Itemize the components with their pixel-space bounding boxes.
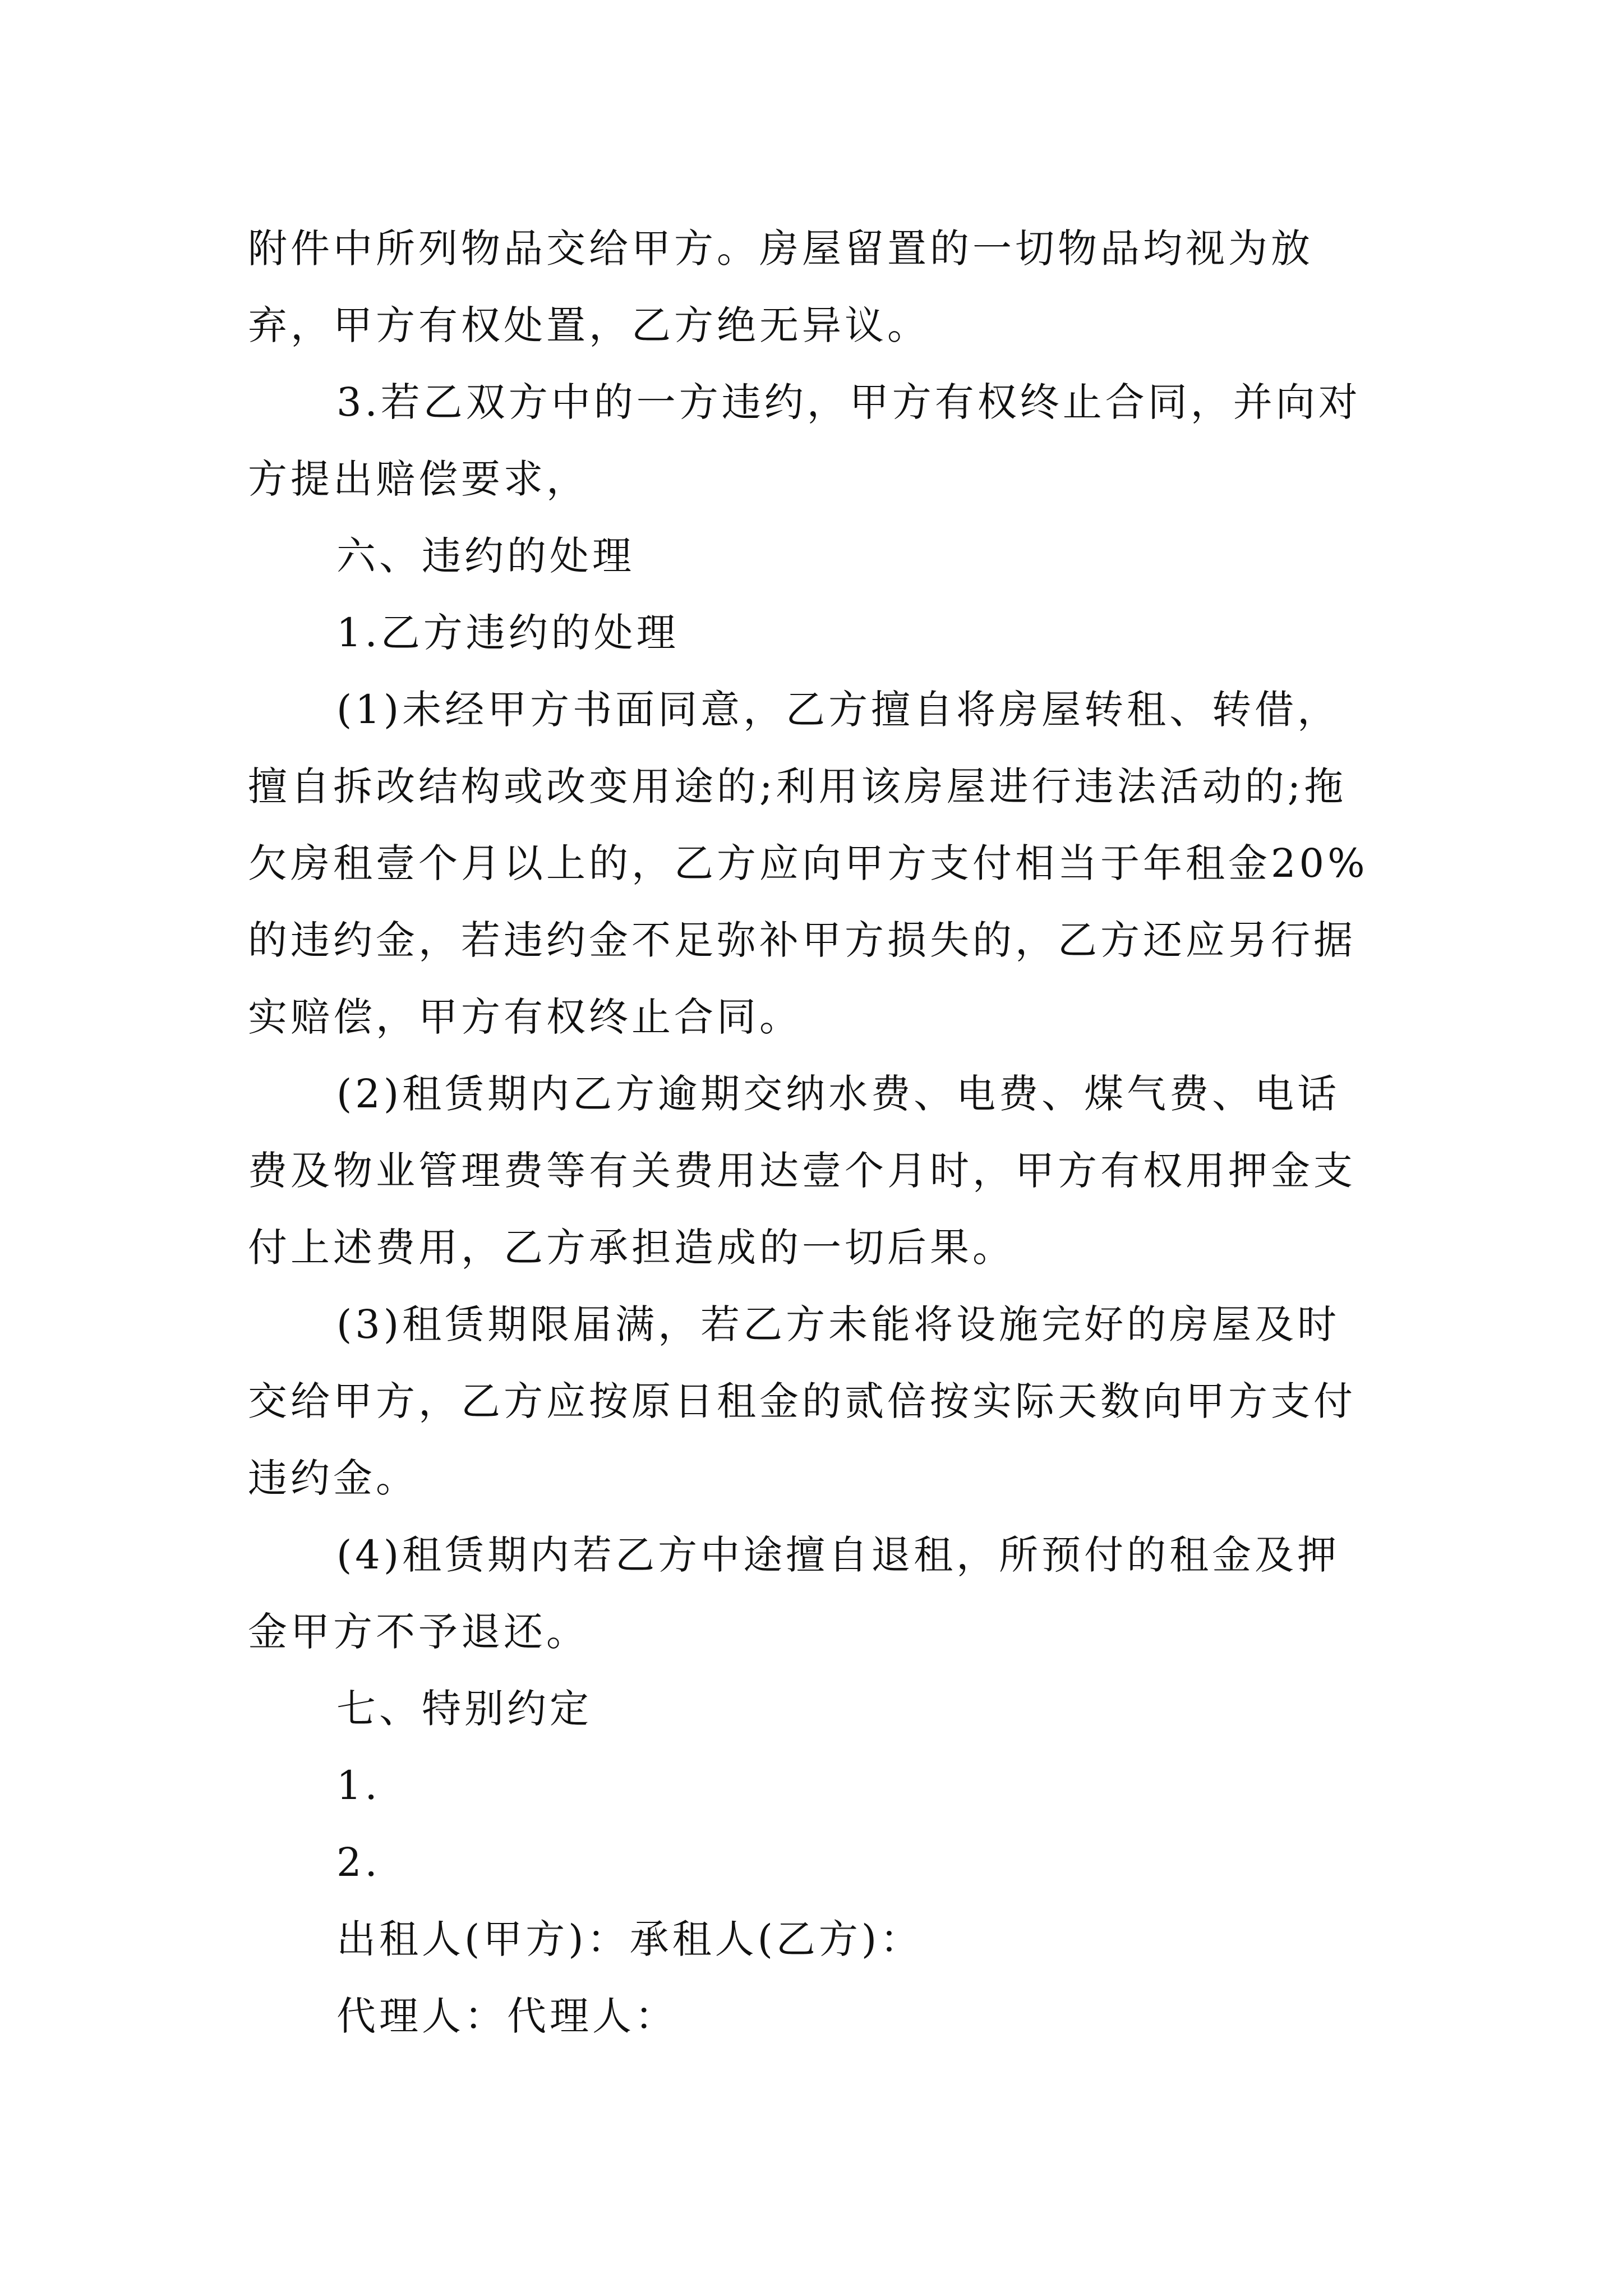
paragraph-attachment-items: 附件中所列物品交给甲方。房屋留置的一切物品均视为放弃，甲方有权处置，乙方绝无异议。 bbox=[248, 226, 1313, 348]
section-heading-special-terms: 七、特别约定 bbox=[336, 1686, 592, 1732]
paragraph-breach-item-4: (4)租赁期内若乙方中途擅自退租，所预付的租金及押金甲方不予退还。 bbox=[248, 1532, 1340, 1655]
signature-agents-line: 代理人：代理人： bbox=[336, 1993, 677, 2039]
special-term-2: 2. bbox=[336, 1839, 381, 1885]
paragraph-clause-3: 3.若乙双方中的一方违约，甲方有权终止合同，并向对方提出赔偿要求， bbox=[248, 379, 1361, 502]
paragraph-breach-item-3: (3)租赁期限届满，若乙方未能将设施完好的房屋及时交给甲方，乙方应按原日租金的贰倍按实际天数向甲方支付违约金。 bbox=[248, 1301, 1356, 1501]
paragraph-breach-item-2: (2)租赁期内乙方逾期交纳水费、电费、煤气费、电话费及物业管理费等有关费用达壹个月时，甲方有权用押金支付上述费用，乙方承担造成的一切后果。 bbox=[248, 1071, 1356, 1271]
paragraph-breach-item-1: (1)未经甲方书面同意，乙方擅自将房屋转租、转借，擅自拆改结构或改变用途的;利用该房屋进行违法活动的;拖欠房租壹个月以上的，乙方应向甲方支付相当于年租金20%的违约金，若违约金不足弥补甲方损失的，乙方还应另行据实赔偿，甲方有权终止合同。 bbox=[248, 687, 1368, 1040]
subheading-tenant-breach: 1.乙方违约的处理 bbox=[336, 610, 679, 656]
section-heading-breach-handling: 六、违约的处理 bbox=[336, 533, 635, 579]
document-body bbox=[248, 210, 1381, 2055]
special-term-1: 1. bbox=[336, 1763, 381, 1809]
signature-parties-line: 出租人(甲方)：承租人(乙方)： bbox=[336, 1916, 923, 1962]
